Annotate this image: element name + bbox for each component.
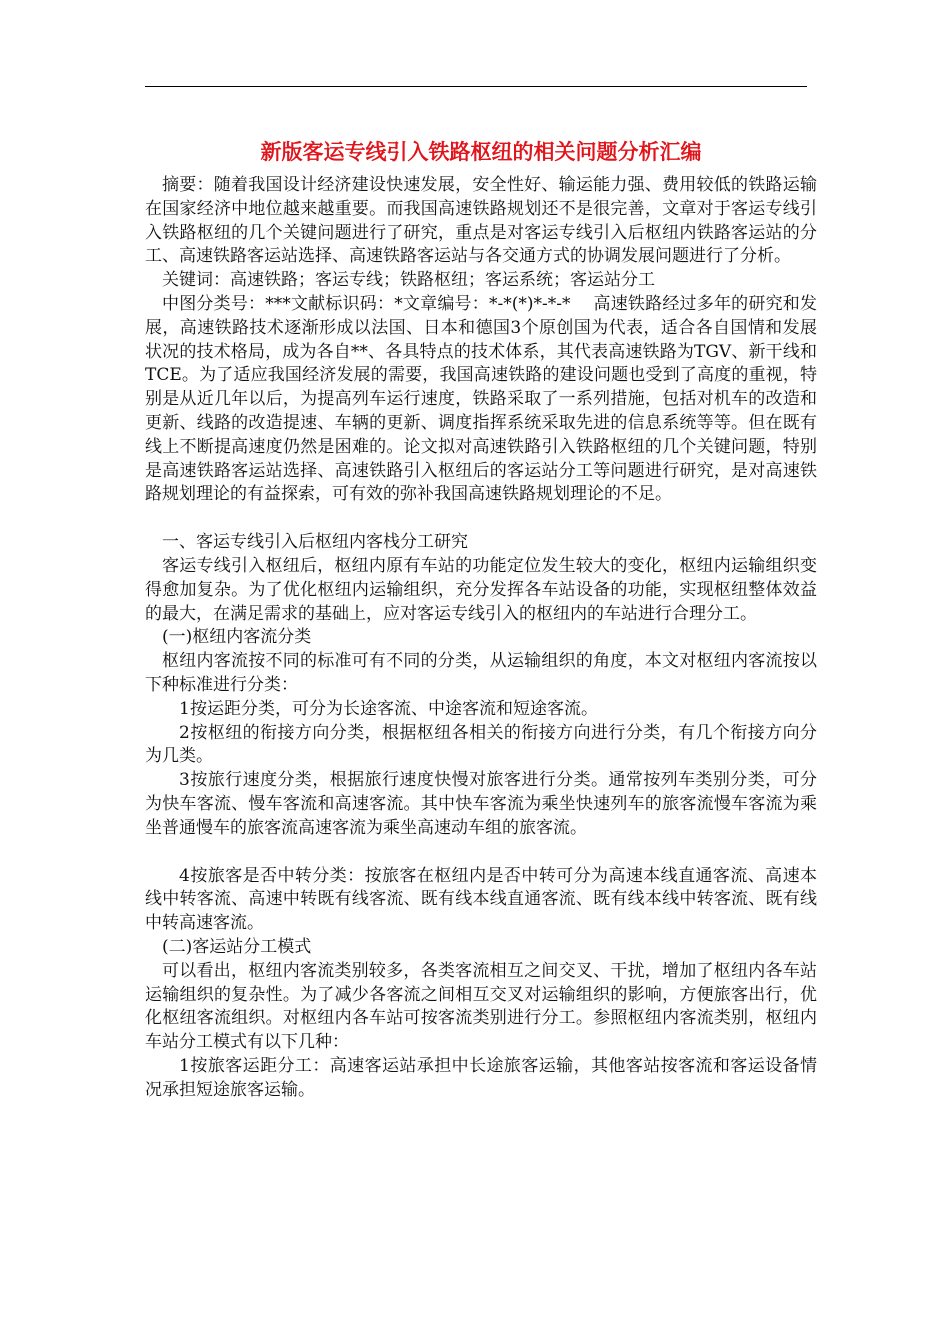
list-item-number: 1 bbox=[179, 1055, 190, 1076]
list-item-text: 按旅行速度分类，根据旅行速度快慢对旅客进行分类。通常按列车类别分类，可分为快车客流、慢车客流和高速客流。其中快车客流为乘坐快速列车的旅客流慢车客流为乘坐普通慢车的旅客流高速客流为乘坐高速动车组的旅客流。 bbox=[145, 770, 817, 838]
subsection-paragraph: 枢纽内客流按不同的标准可有不同的分类，从运输组织的角度，本文对枢纽内客流按以下种标准进行分类： bbox=[145, 651, 817, 695]
document-body bbox=[145, 132, 817, 1102]
list-item-text: 按枢纽的衔接方向分类，根据枢纽各相关的衔接方向进行分类，有几个衔接方向分为几类。 bbox=[145, 722, 817, 767]
list-item-number: 1 bbox=[179, 698, 190, 719]
keywords-line: 关键词：高速铁路；客运专线；铁路枢纽；客运系统；客运站分工 bbox=[162, 270, 655, 291]
document-title: 新版客运专线引入铁路枢纽的相关问题分析汇编 bbox=[260, 140, 702, 164]
subsection-heading: (二)客运站分工模式 bbox=[162, 936, 312, 957]
intro-paragraph: 中图分类号：***文献标识码：*文章编号：*-*(*)*-*-* 高速铁路经过多年的研究和发展，高速铁路技术逐渐形成以法国、日本和德国3个原创国为代表，适合各自国情和发展状况的技术格局，成为各自**、各具特点的技术体系，其代表高速铁路为TGV、新干线和TCE。为了适应我国经济发展的需要，我国高速铁路的建设问题也受到了高度的重视，特别是从近几年以后，为提高列车运行速度，铁路采取了一系列措施，包括对机车的改造和更新、线路的改造提速、车辆的更新、调度指挥系统采取先进的信息系统等等。但在既有线上不断提高速度仍然是困难的。论文拟对高速铁路引入铁路枢纽的几个关键问题，特别是高速铁路客运站选择、高速铁路引入枢纽后的客运站分工等问题进行研究，是对高速铁路规划理论的有益探索，可有效的弥补我国高速铁路规划理论的不足。 bbox=[145, 293, 817, 505]
subsection-paragraph: 可以看出，枢纽内客流类别较多，各类客流相互之间交叉、干扰，增加了枢纽内各车站运输组织的复杂性。为了减少各客流之间相互交叉对运输组织的影响，方便旅客出行，优化枢纽客流组织。对枢纽内各车站可按客流类别进行分工。参照枢纽内客流类别，枢纽内车站分工模式有以下几种： bbox=[145, 960, 817, 1053]
list-item-text: 按运距分类，可分为长途客流、中途客流和短途客流。 bbox=[190, 698, 598, 719]
abstract-paragraph: 摘要：随着我国设计经济建设快速发展，安全性好、输运能力强、费用较低的铁路运输在国家经济中地位越来越重要。而我国高速铁路规划还不是很完善，文章对于客运专线引入铁路枢纽的几个关键问题进行了研究，重点是对客运专线引入后枢纽内铁路客运站的分工、高速铁路客运站选择、高速铁路客运站与各交通方式的协调发展问题进行了分析。 bbox=[145, 175, 817, 267]
subsection-heading: (一)枢纽内客流分类 bbox=[162, 627, 312, 648]
list-item-number: 3 bbox=[179, 770, 190, 791]
list-item bbox=[145, 722, 817, 770]
list-item bbox=[145, 1055, 817, 1103]
header-rule bbox=[145, 86, 807, 87]
section-paragraph: 客运专线引入枢纽后，枢纽内原有车站的功能定位发生较大的变化，枢纽内运输组织变得愈加复杂。为了优化枢纽内运输组织，充分发挥各车站设备的功能，实现枢纽整体效益的最大，在满足需求的基础上，应对客运专线引入的枢纽内的车站进行合理分工。 bbox=[145, 555, 817, 624]
list-item-text: 按旅客运距分工：高速客运站承担中长途旅客运输，其他客站按客流和客运设备情况承担短途旅客运输。 bbox=[145, 1055, 817, 1100]
section-spacer bbox=[145, 507, 817, 531]
list-spacer bbox=[145, 841, 817, 865]
section-heading: 一、客运专线引入后枢纽内客栈分工研究 bbox=[162, 532, 468, 553]
list-item-number: 2 bbox=[179, 722, 190, 743]
list-item-text: 按旅客是否中转分类：按旅客在枢纽内是否中转可分为高速本线直通客流、高速本线中转客流、高速中转既有线客流、既有线本线直通客流、既有线本线中转客流、既有线中转高速客流。 bbox=[145, 865, 817, 934]
list-item bbox=[145, 865, 817, 936]
list-item bbox=[145, 698, 817, 722]
list-item bbox=[145, 769, 817, 840]
list-item-number: 4 bbox=[179, 865, 190, 886]
